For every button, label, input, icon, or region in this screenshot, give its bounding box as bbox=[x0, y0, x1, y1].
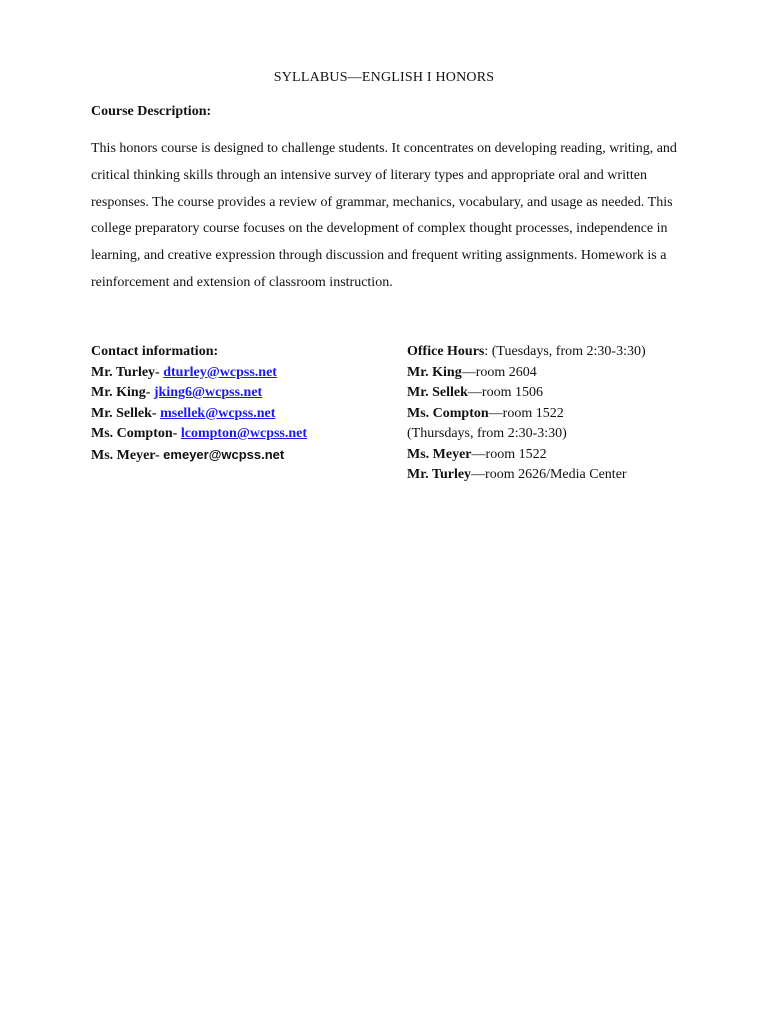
email-link-compton[interactable]: lcompton@wcpss.net bbox=[180, 426, 308, 441]
teacher-name: Mr. Turley bbox=[407, 467, 472, 482]
tuesday-schedule: : (Tuesdays, from 2:30-3:30) bbox=[484, 344, 646, 359]
contact-information-heading: Contact information: bbox=[91, 344, 219, 359]
office-hours-row bbox=[407, 445, 727, 466]
teacher-name: Ms. Compton bbox=[407, 405, 489, 421]
teacher-name: Ms. Meyer- bbox=[91, 447, 164, 463]
teacher-name: Ms. Meyer bbox=[407, 446, 472, 462]
email-link-turley[interactable]: dturley@wcpss.net bbox=[163, 364, 277, 380]
room-number: —room 1522 bbox=[471, 446, 547, 462]
contact-row bbox=[91, 404, 391, 425]
office-hours-heading: Office Hours bbox=[407, 344, 485, 359]
contact-row bbox=[91, 383, 391, 404]
contact-information-section bbox=[91, 342, 391, 466]
office-hours-row bbox=[407, 404, 727, 425]
course-description-paragraph: This honors course is designed to challenge students. It concentrates on developing reading, writing, and critical thinking skills through an intensive survey of literary types and appropriate oral and written responses. The course provides a review of grammar, mechanics, vocabulary, and usage as needed. This college preparatory course focuses on the development of complex thought processes, independence in learning, and creative expression through discussion and frequent writing assignments. Homework is a reinforcement and extension of classroom instruction. bbox=[91, 141, 677, 290]
office-hours-row bbox=[407, 363, 727, 384]
room-number: —room 1522 bbox=[488, 405, 564, 421]
teacher-name: Mr. Turley- bbox=[91, 364, 164, 380]
teacher-name: Ms. Compton- bbox=[91, 426, 181, 441]
room-number: —room 1506 bbox=[467, 385, 543, 400]
teacher-name: Mr. Sellek- bbox=[91, 405, 161, 421]
room-number: —room 2604 bbox=[461, 364, 537, 380]
contact-row bbox=[91, 424, 391, 445]
page-title: SYLLABUS—ENGLISH I HONORS bbox=[273, 70, 495, 85]
teacher-name: Mr. Sellek bbox=[407, 385, 468, 400]
email-link-king[interactable]: jking6@wcpss.net bbox=[153, 385, 263, 400]
office-hours-section bbox=[407, 342, 727, 486]
office-hours-row bbox=[407, 465, 727, 486]
office-hours-header bbox=[407, 342, 727, 363]
contact-row bbox=[91, 445, 391, 467]
contact-row bbox=[91, 363, 391, 384]
office-hours-row bbox=[407, 383, 727, 404]
room-number: —room 2626/Media Center bbox=[471, 467, 627, 482]
teacher-name: Mr. King- bbox=[91, 385, 154, 400]
email-text-meyer: emeyer@wcpss.net bbox=[163, 446, 285, 462]
thursday-schedule: (Thursdays, from 2:30-3:30) bbox=[407, 426, 567, 441]
course-description-heading: Course Description: bbox=[91, 104, 212, 119]
teacher-name: Mr. King bbox=[407, 364, 462, 380]
email-link-sellek[interactable]: msellek@wcpss.net bbox=[160, 405, 276, 421]
